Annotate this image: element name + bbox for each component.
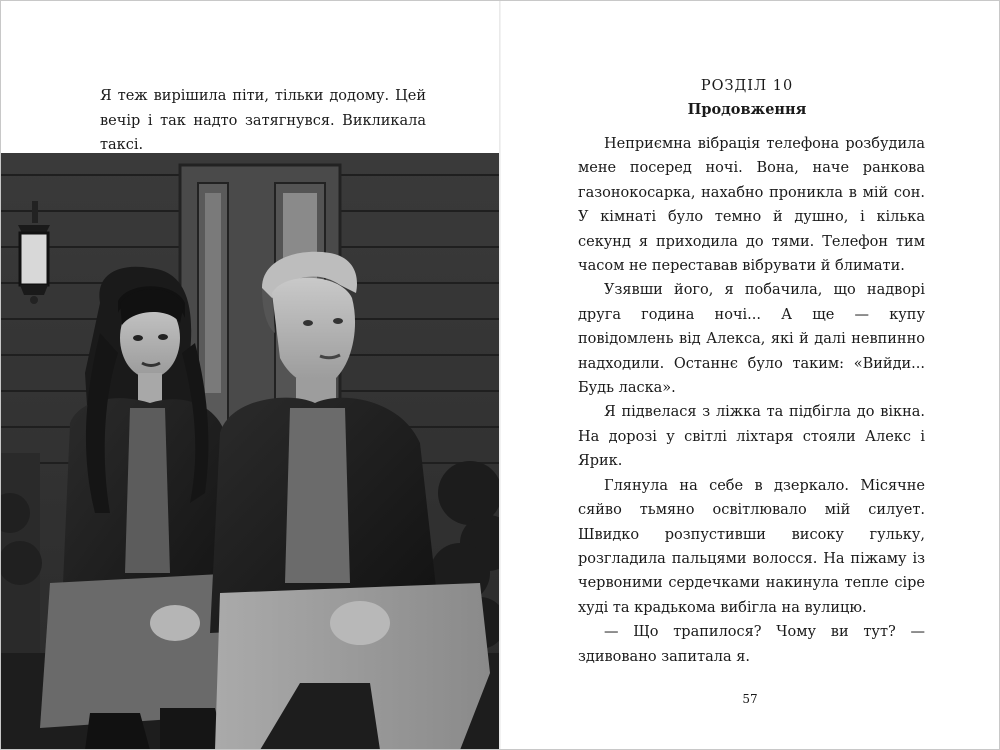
chapter-number: РОЗДІЛ 10 xyxy=(700,78,794,94)
illustration-couple-on-porch xyxy=(0,153,500,750)
illustration xyxy=(0,153,500,750)
paragraph: Я підвелася з ліжка та підбігла до вікна. На дорозі у світлі ліхтаря стояли Алекс і Ярик. xyxy=(578,404,925,470)
chapter-title: Продовження xyxy=(687,101,807,118)
chapter-heading xyxy=(569,76,925,122)
paragraph: Глянула на себе в дзеркало. Місячне сяйво тьмяно освітлювало мій силует. Швидко розпустивши високу гульку, розгладила пальцями волосся. На піжаму із червоними сердечками накинула тепле сіре худі та крадькома вибігла на вулицю. xyxy=(578,477,925,616)
paragraph: Я теж вирішила піти, тільки додому. Цей вечір і так надто затягнувся. Викликала таксі. xyxy=(100,88,426,153)
paragraph: Неприємна вібрація телефона розбудила мене посеред ночі. Вона, наче ранкова газонокосарка, нахабно проникла в мій сон. У кімнаті було темно й душно, і кілька секунд я приходила до тями. Телефон тим часом не переставав вібрувати й блимати. xyxy=(578,136,925,275)
paragraph: Узявши його, я побачила, що надворі друга година ночі... А ще — купу повідомлень від Алекса, які й далі невпинно надходили. Останнє було таким: «Вийди... Будь ласка». xyxy=(578,282,925,397)
left-page-text xyxy=(100,84,426,158)
paragraph: — Що трапилося? Чому ви тут? — здивовано запитала я. xyxy=(578,624,925,665)
right-page-text xyxy=(578,132,925,669)
page-number: 57 xyxy=(742,692,758,706)
